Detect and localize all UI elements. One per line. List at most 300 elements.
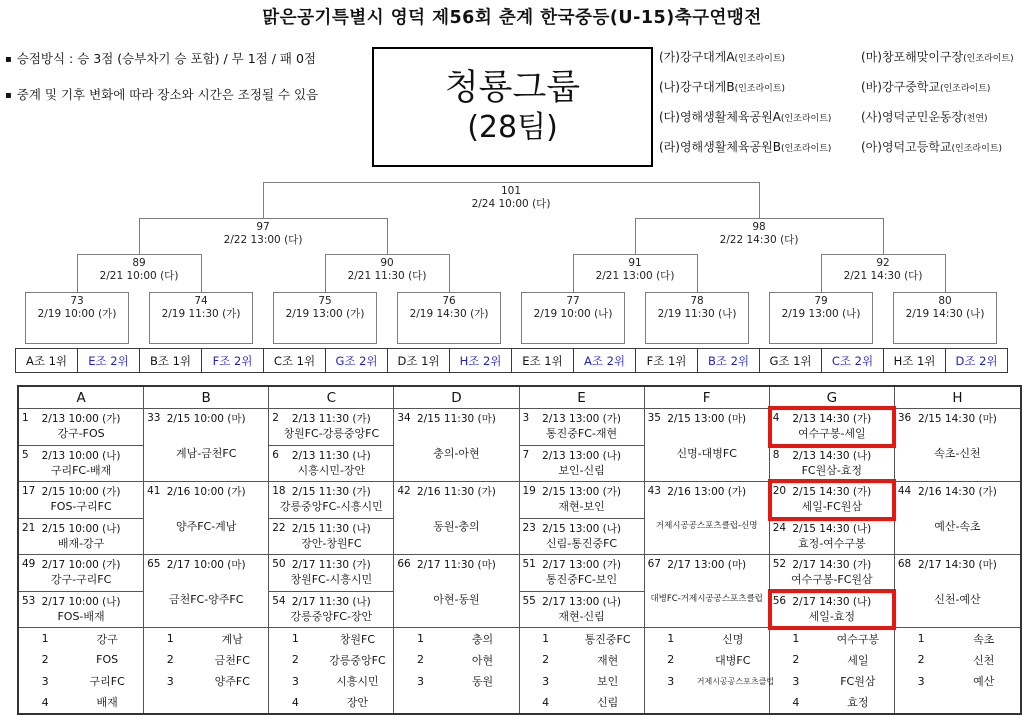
match-number: 56 [772, 594, 787, 607]
venue-item [659, 80, 861, 110]
group-column-D [394, 387, 519, 713]
match-number: 7 [522, 448, 530, 461]
bracket-line [883, 218, 884, 254]
bracket-match-box [149, 292, 253, 344]
venue-name: 강구중학교 [881, 80, 940, 94]
standing-rank: 1 [542, 632, 550, 646]
match-number: 50 [272, 558, 286, 570]
standing-rank: 4 [291, 695, 299, 709]
standing-team: 시흥시민 [336, 675, 379, 689]
standing-rank: 3 [917, 674, 925, 688]
standing-rank: 1 [416, 632, 424, 646]
seed-cell: G조 2위 [325, 348, 388, 373]
standing-row [19, 692, 143, 713]
match-number: 73 [70, 295, 84, 307]
standing-rank: 2 [917, 653, 925, 667]
match-number: 36 [897, 412, 912, 424]
standing-row [269, 671, 393, 692]
match-cell [645, 482, 769, 555]
match-number: 33 [147, 412, 161, 424]
venue-item [861, 110, 1021, 140]
bracket-line [139, 218, 140, 254]
standing-row [520, 649, 644, 670]
match-teams: 세일-효정 [808, 609, 856, 623]
bracket-match-label [704, 221, 814, 246]
standing-team: 금천FC [214, 653, 250, 667]
match-teams: 예산-속초 [934, 520, 981, 533]
match-teams: 양주FC-계남 [175, 520, 237, 533]
bracket-match-label [332, 257, 442, 282]
bracket-match-label [456, 185, 566, 210]
match-cell [144, 555, 268, 627]
venue-name: 영덕고등학교 [881, 140, 952, 154]
standing-rank: 3 [416, 674, 424, 688]
match-cell [19, 519, 143, 556]
matches-area [895, 409, 1020, 628]
match-number: 44 [897, 485, 912, 497]
match-datetime: 2/19 13:00 (가) [285, 307, 365, 320]
standing-row [269, 692, 393, 713]
match-number: 23 [522, 521, 536, 534]
bracket-match-label [580, 257, 690, 282]
bracket-line [697, 254, 698, 292]
standing-team: 예산 [973, 675, 995, 689]
standing-team: 신천 [973, 653, 995, 667]
standing-team: 신림 [596, 696, 619, 710]
standing-team: FC원삼 [840, 675, 876, 689]
match-datetime: 2/15 11:30 (나) [291, 522, 371, 535]
match-datetime: 2/21 14:30 (다) [843, 269, 923, 282]
bracket [15, 175, 1007, 375]
match-teams: 장안-창원FC [301, 536, 362, 550]
match-datetime: 2/13 10:00 (나) [41, 449, 121, 462]
standing-rank: 3 [792, 674, 800, 688]
match-teams: 신명-대병FC [676, 447, 737, 460]
venue-code: (바) [861, 80, 882, 94]
match-datetime: 2/13 10:00 (가) [41, 413, 121, 425]
seed-cell: H조 1위 [883, 348, 946, 373]
standing-row [645, 649, 769, 670]
venue-surface: (인조라이트) [963, 54, 1014, 64]
match-number: 89 [132, 257, 146, 269]
match-cell [19, 592, 143, 628]
match-number: 17 [22, 485, 36, 497]
match-datetime: 2/17 13:00 (마) [667, 559, 747, 571]
standing-team: 속초 [973, 632, 995, 646]
matches-area [770, 409, 894, 628]
bracket-match-label [208, 221, 318, 246]
match-cell [520, 555, 644, 592]
standing-rank: 1 [166, 632, 174, 646]
standing-row [269, 649, 393, 670]
match-number: 35 [647, 412, 661, 424]
match-cell [770, 409, 894, 446]
match-number: 77 [566, 295, 580, 307]
match-teams: FOS-배재 [57, 609, 105, 623]
standing-rank: 2 [41, 653, 49, 667]
standing-row [645, 692, 769, 713]
match-number: 68 [897, 558, 912, 570]
venue-code: (아) [861, 140, 882, 154]
match-datetime: 2/17 13:00 (나) [542, 595, 621, 608]
matches-area [144, 409, 268, 628]
match-number: 41 [147, 485, 161, 497]
seed-cell: A조 1위 [15, 348, 78, 373]
match-datetime: 2/15 13:00 (가) [542, 486, 621, 498]
standing-team: 계남 [221, 632, 243, 646]
column-header: E [520, 387, 644, 409]
bracket-line [139, 218, 387, 219]
match-number: 75 [318, 295, 332, 307]
match-number: 1 [22, 412, 29, 424]
match-cell [394, 482, 518, 555]
group-column-C [269, 387, 394, 713]
standings-area [645, 628, 775, 713]
standings-area [394, 628, 518, 713]
bracket-line [449, 254, 450, 292]
matches-area [645, 409, 769, 628]
match-number: 3 [522, 412, 530, 424]
match-number: 42 [397, 485, 411, 497]
venue-item [861, 140, 1021, 170]
standing-row [770, 628, 894, 649]
standing-team: FOS [96, 653, 119, 667]
match-datetime: 2/17 10:00 (가) [41, 559, 121, 571]
match-cell [269, 519, 393, 556]
match-number: 78 [690, 295, 704, 307]
standing-row [520, 628, 644, 649]
bracket-match-label [84, 257, 194, 282]
standing-row [895, 671, 1020, 692]
bracket-line [325, 254, 326, 292]
matches-area [19, 409, 143, 628]
match-cell [520, 519, 644, 556]
standing-team: 세일 [847, 653, 869, 667]
standing-row [394, 671, 518, 692]
standings-area [19, 628, 143, 713]
standing-row [19, 628, 143, 649]
match-number: 54 [272, 594, 286, 607]
bracket-match-box [273, 292, 377, 344]
bracket-line [77, 254, 78, 292]
seed-cell: H조 2위 [449, 348, 512, 373]
venue-surface: (인조라이트) [951, 144, 1003, 154]
match-datetime: 2/17 11:30 (나) [291, 595, 371, 608]
weather-note-text: 중계 및 기후 변화에 따라 장소와 시간은 조정될 수 있음 [16, 87, 319, 102]
seed-cell: E조 2위 [77, 348, 140, 373]
bracket-line [387, 218, 388, 254]
match-datetime: 2/22 13:00 (다) [223, 233, 303, 246]
seed-cell: A조 2위 [573, 348, 636, 373]
standing-rank: 1 [917, 632, 925, 646]
group-title-box [372, 47, 653, 167]
match-teams: 아현-동원 [433, 593, 480, 606]
standing-team: 강릉중앙FC [329, 653, 386, 667]
match-cell [895, 555, 1020, 627]
standing-row [144, 692, 268, 713]
match-datetime: 2/15 11:30 (마) [417, 413, 496, 425]
bracket-line [945, 254, 946, 292]
match-number: 52 [772, 558, 787, 570]
standing-rank: 2 [291, 653, 299, 667]
match-cell [269, 409, 393, 446]
venue-code: (마) [861, 50, 882, 64]
standing-team: 재현 [596, 653, 619, 667]
match-teams: 속초-신천 [934, 447, 981, 460]
match-cell [770, 592, 894, 628]
venue-code: (나) [659, 80, 680, 94]
matches-area [394, 409, 518, 628]
standing-rank: 2 [166, 653, 174, 667]
match-datetime: 2/15 10:00 (가) [41, 486, 121, 498]
match-number: 20 [772, 485, 787, 497]
group-column-E [520, 387, 645, 713]
match-cell [520, 446, 644, 483]
match-teams: 신천-예산 [934, 593, 981, 606]
bracket-match-box [645, 292, 749, 344]
standing-row [394, 649, 518, 670]
seed-cell: F조 2위 [201, 348, 264, 373]
standing-row [394, 628, 518, 649]
matches-area [520, 409, 644, 628]
matches-area [269, 409, 393, 628]
standing-rank: 3 [667, 674, 675, 688]
column-header: G [770, 387, 894, 409]
group-team-count: (28팀) [467, 110, 558, 145]
bracket-line [77, 254, 201, 255]
match-datetime: 2/13 14:30 (나) [792, 449, 872, 462]
standing-rank: 2 [416, 653, 424, 667]
match-number: 97 [256, 221, 270, 233]
venue-code: (라) [659, 140, 680, 154]
standing-team: 충의 [471, 632, 494, 646]
match-teams: 창원FC-강릉중앙FC [283, 427, 380, 440]
match-number: 6 [272, 448, 279, 461]
match-datetime: 2/16 10:00 (가) [166, 486, 246, 498]
seed-cell: D조 2위 [945, 348, 1008, 373]
group-column-G [770, 387, 895, 713]
group-column-H [895, 387, 1020, 713]
match-cell [19, 482, 143, 519]
match-cell [895, 482, 1020, 555]
match-datetime: 2/15 13:00 (마) [667, 413, 747, 425]
match-cell [269, 482, 393, 519]
group-column-F [645, 387, 775, 713]
standing-team: 신명 [722, 632, 744, 646]
match-number: 90 [380, 257, 394, 269]
match-number: 2 [272, 412, 279, 424]
match-datetime: 2/24 10:00 (다) [471, 197, 551, 210]
match-teams: 금천FC-양주FC [168, 593, 244, 606]
bracket-line [635, 218, 636, 254]
match-teams: 통진중FC-재현 [546, 427, 618, 440]
standing-team: 효정 [847, 696, 869, 710]
standing-row [645, 628, 769, 649]
match-datetime: 2/19 10:00 (나) [533, 307, 613, 320]
match-cell [144, 409, 268, 482]
venue-item [861, 80, 1021, 110]
column-header: F [645, 387, 769, 409]
standing-row [520, 692, 644, 713]
match-teams: 세일-FC원삼 [801, 500, 863, 513]
venue-list [659, 50, 1021, 170]
match-datetime: 2/19 11:30 (나) [657, 307, 737, 320]
standing-team: 양주FC [214, 675, 250, 689]
venue-name: 영해생활체육공원B [679, 140, 781, 154]
match-number: 53 [22, 594, 36, 607]
standing-row [895, 649, 1020, 670]
match-cell [770, 482, 894, 519]
match-datetime: 2/17 14:30 (나) [792, 595, 872, 608]
match-cell [269, 592, 393, 628]
match-number: 4 [772, 412, 780, 424]
match-cell [520, 482, 644, 519]
bullet-icon: ▪ [5, 54, 12, 65]
match-number: 101 [500, 185, 522, 197]
seed-cell: F조 1위 [635, 348, 698, 373]
match-cell [269, 555, 393, 592]
standing-team: 동원 [471, 675, 494, 689]
standing-row [269, 628, 393, 649]
match-cell [19, 446, 143, 483]
match-number: 8 [772, 448, 780, 461]
venue-item [659, 50, 861, 80]
match-number: 43 [647, 485, 661, 497]
venue-item [659, 110, 861, 140]
standings-area [770, 628, 894, 713]
bracket-line [263, 182, 264, 218]
match-teams: 보인-신림 [558, 463, 605, 477]
match-cell [394, 555, 518, 627]
match-cell [645, 409, 769, 482]
match-datetime: 2/13 11:30 (가) [291, 413, 371, 425]
match-teams: 재현-보인 [558, 500, 605, 513]
venue-code: (사) [861, 110, 882, 124]
standing-rank: 1 [667, 632, 675, 646]
standing-team: 통진중FC [584, 632, 631, 646]
venue-name: 창포해맞이구장 [881, 50, 964, 64]
venue-surface: (인조라이트) [734, 84, 786, 94]
match-teams: 계남-금천FC [175, 447, 237, 460]
match-datetime: 2/17 14:30 (가) [792, 559, 872, 571]
match-datetime: 2/21 13:00 (다) [595, 269, 675, 282]
match-number: 76 [442, 295, 456, 307]
match-teams: 대병FC-거제시공공스포츠클럽 [650, 594, 763, 604]
match-datetime: 2/19 13:00 (나) [781, 307, 861, 320]
match-number: 74 [194, 295, 208, 307]
match-teams: 배재-강구 [57, 536, 105, 550]
match-datetime: 2/13 14:30 (가) [792, 413, 872, 425]
standing-rank: 2 [542, 653, 550, 667]
match-cell [770, 555, 894, 592]
match-teams: 재현-신림 [558, 609, 605, 623]
match-number: 91 [628, 257, 642, 269]
match-datetime: 2/13 13:00 (나) [542, 449, 621, 462]
venue-surface: (인조라이트) [939, 84, 991, 94]
match-cell [770, 519, 894, 556]
standing-rank: 4 [41, 695, 49, 709]
bracket-line [821, 254, 822, 292]
seed-cell: C조 1위 [263, 348, 326, 373]
match-number: 80 [938, 295, 952, 307]
match-datetime: 2/17 14:30 (마) [918, 559, 997, 571]
match-teams: 구리FC-배재 [50, 463, 112, 477]
bracket-match-label [828, 257, 938, 282]
standing-row [770, 692, 894, 713]
standing-row [394, 692, 518, 713]
match-datetime: 2/19 14:30 (가) [409, 307, 489, 320]
standing-team: 여수구봉 [836, 632, 880, 646]
match-number: 92 [876, 257, 890, 269]
column-header: H [895, 387, 1020, 409]
standing-row [19, 671, 143, 692]
standings-area [144, 628, 268, 713]
seed-cell: B조 1위 [139, 348, 202, 373]
venue-surface: (인조라이트) [780, 114, 832, 124]
standing-team: 강구 [96, 632, 118, 646]
match-datetime: 2/16 13:00 (가) [667, 486, 747, 498]
match-datetime: 2/17 10:00 (마) [166, 559, 246, 571]
match-teams: 강구-FOS [57, 427, 105, 440]
match-teams: 시흥시민-장안 [297, 463, 366, 477]
match-number: 34 [397, 412, 411, 424]
standings-area [520, 628, 644, 713]
match-datetime: 2/13 13:00 (가) [542, 413, 621, 425]
match-number: 65 [147, 558, 161, 570]
match-datetime: 2/19 11:30 (가) [161, 307, 241, 320]
column-header: C [269, 387, 393, 409]
match-teams: 여수구봉-FC원삼 [790, 573, 873, 586]
bracket-line [201, 254, 202, 292]
seed-cell: G조 1위 [759, 348, 822, 373]
match-datetime: 2/21 10:00 (다) [99, 269, 179, 282]
weather-note [5, 85, 318, 103]
bullet-icon: ▪ [5, 90, 12, 101]
standing-team: 대병FC [715, 653, 751, 667]
match-datetime: 2/17 10:00 (나) [41, 595, 121, 608]
match-teams: 효정-여수구봉 [797, 536, 866, 550]
standing-row [770, 671, 894, 692]
standing-rank: 2 [792, 653, 800, 667]
match-cell [520, 592, 644, 628]
match-cell [269, 446, 393, 483]
standing-rank: 3 [291, 674, 299, 688]
match-number: 18 [272, 485, 286, 497]
bracket-match-box [25, 292, 129, 344]
match-datetime: 2/16 14:30 (가) [918, 486, 997, 498]
standing-row [520, 671, 644, 692]
match-number: 19 [522, 485, 536, 497]
venue-name: 영덕군민운동장 [881, 110, 964, 124]
column-header: D [394, 387, 518, 409]
standing-row [645, 671, 775, 692]
match-number: 66 [397, 558, 411, 570]
standing-rank: 1 [41, 632, 49, 646]
match-datetime: 2/15 10:00 (나) [41, 522, 121, 535]
standing-rank: 3 [166, 674, 174, 688]
match-teams: 창원FC-시흥시민 [290, 573, 373, 586]
match-number: 67 [647, 558, 661, 570]
page-title: 맑은공기특별시 영덕 제56회 춘계 한국중등(U-15)축구연맹전 [262, 8, 762, 28]
bracket-line [821, 254, 945, 255]
standing-row [895, 692, 1020, 713]
bracket-match-box [397, 292, 501, 344]
standing-rank: 1 [792, 632, 800, 646]
match-number: 55 [522, 594, 536, 607]
bracket-line [263, 182, 759, 183]
match-datetime: 2/17 11:30 (마) [417, 559, 496, 571]
match-teams: 여수구봉-세일 [797, 427, 866, 440]
